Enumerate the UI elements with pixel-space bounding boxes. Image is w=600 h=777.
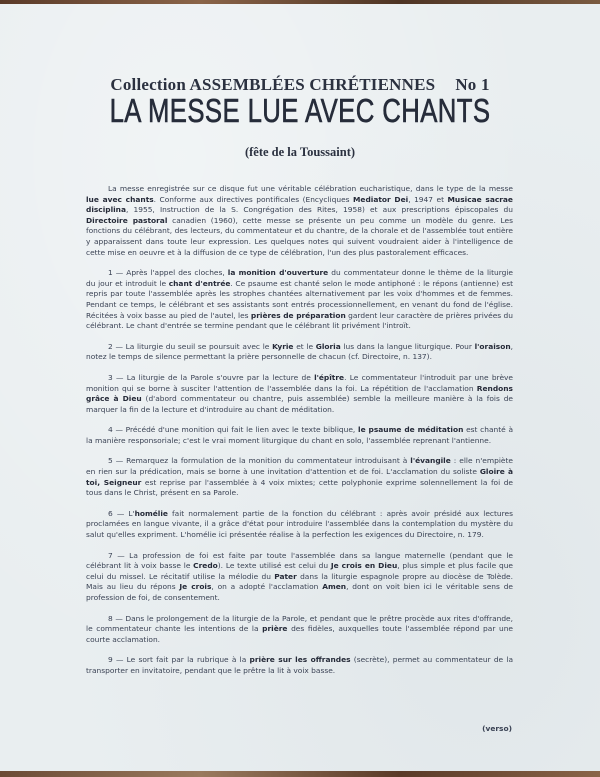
emphasized-term: Pater (274, 571, 297, 581)
note-paragraph-6 (86, 509, 513, 541)
text-run: gardent leur caractère de prières privées du célébrant. Le chant d'entrée se termine pendant que le célébrant lit privément l'introït. (86, 310, 513, 331)
emphasized-term: prières de préparation (250, 310, 346, 320)
note-paragraph-1 (86, 268, 513, 332)
emphasized-term: Directoire pastoral (86, 215, 168, 225)
text-run: canadien (1960), cette messe se présente un peu comme un modèle du genre. Les fonctions du célébrant, des lecteurs, du commentateur et du chantre, de la chorale et de l'assemblée tout entière y apparaissent dans toute leur expression. Les quelques notes qui suivent voudraient aider à l'intelligence de cette mise en oeuvre et à la diffusion de ce type de célébration, l'un des plus pastoralement efficaces. (86, 215, 514, 257)
text-run: est chanté à la manière responsoriale; c'est le vrai moment liturgique du chant en solo, l'assemblée reprenant l'antienne. (86, 425, 514, 445)
text-run: 6 — L' (108, 508, 135, 518)
note-paragraph-2 (86, 342, 513, 363)
document-body (86, 184, 513, 687)
page-subtitle: (fête de la Toussaint) (244, 145, 356, 159)
text-run: est reprise par l'assemblée à 4 voix mixtes; cette polyphonie exprime solennellement la foi de tous dans le Christ, présent en sa Parole. (86, 477, 513, 498)
text-run: . Le commentateur l'introduit par une brève monition qui se borne à susciter l'attention de l'assemblée dans la foi. La répétition de l'acclamation (86, 372, 513, 393)
note-paragraph-8 (86, 614, 513, 646)
collection-name: Collection ASSEMBLÉES CHRÉTIENNES (110, 75, 436, 94)
text-run: 7 — La profession de foi est faite par toute l'assemblée dans sa langue maternelle (pendant que le célébrant lit à voix basse le (86, 550, 513, 571)
emphasized-term: Je crois (179, 582, 212, 592)
emphasized-term: Rendons grâce à Dieu (86, 383, 513, 404)
emphasized-term: l'oraison (474, 341, 511, 351)
emphasized-term: Musicae sacrae disciplina (86, 194, 513, 215)
emphasized-term: prière sur les offrandes (249, 655, 351, 665)
emphasized-term: Mediator Dei (353, 194, 409, 204)
text-run: lus dans la langue liturgique. Pour (340, 341, 475, 351)
note-paragraph-3 (86, 373, 513, 415)
intro-paragraph (86, 184, 513, 258)
emphasized-term: l'épître (314, 372, 345, 382)
text-run: . Conforme aux directives pontificales (Encycliques (153, 194, 354, 204)
emphasized-term: Je crois en Dieu (330, 561, 398, 571)
text-run: 4 — Précédé d'une monition qui fait le lien avec le texte biblique, (108, 425, 359, 435)
text-run: 8 — Dans le prolongement de la liturgie de la Parole, et pendant que le prêtre procède aux rites d'offrande, le commentateur chante les intentions de la (86, 613, 513, 634)
note-paragraph-9 (86, 655, 513, 676)
wood-background-bottom (0, 771, 600, 777)
emphasized-term: Credo (193, 561, 218, 571)
text-run: et le (293, 341, 316, 351)
text-run: , dont on voit bien ici le véritable sens de profession de foi, de consentement. (86, 582, 513, 602)
text-run: , on a adopté l'acclamation (211, 582, 323, 592)
page-title: LA MESSE LUE AVEC CHANTS (109, 92, 491, 129)
emphasized-term: le psaume de méditation (358, 425, 464, 435)
emphasized-term: Gloria (315, 341, 341, 351)
emphasized-term: prière (262, 624, 288, 634)
text-run: , plus simple et plus facile que celui du missel. Le récitatif utilise la mélodie du (86, 561, 513, 581)
emphasized-term: l'évangile (410, 456, 451, 466)
note-paragraph-4 (86, 425, 513, 446)
text-run: dans la liturgie espagnole propre au diocèse de Tolède. Mais au lieu du répons (86, 571, 513, 592)
text-run: du commentateur donne le thème de la liturgie du jour et introduit le (86, 268, 513, 288)
collection-number: No 1 (455, 75, 490, 94)
text-run: (d'abord commentateur ou chantre, puis assemblée) semble la meilleure manière à la fois de marquer la fin de la lecture et d'introduire au chant de méditation. (86, 394, 513, 414)
text-run: : elle n'empiète en rien sur la prédication, mais se borne à une invitation d'attention et de foi. L'acclamation du soliste (86, 456, 513, 477)
text-run: des fidèles, auxquelles toute l'assemblée répond par une courte acclamation. (86, 624, 513, 644)
text-run: 2 — La liturgie du seuil se poursuit avec le (108, 341, 273, 351)
text-run: 1 — Après l'appel des cloches, (108, 268, 228, 278)
emphasized-term: homélie (134, 508, 168, 518)
text-run: , 1955, Instruction de la S. Congrégation des Rites, 1958) et aux prescriptions épiscopales du (126, 205, 513, 215)
text-run: 3 — La liturgie de la Parole s'ouvre par la lecture de (108, 372, 315, 382)
emphasized-term: Gloire à toi, Seigneur (86, 467, 514, 487)
text-run: La messe enregistrée sur ce disque fut une véritable célébration eucharistique, dans le type de la messe (108, 184, 513, 193)
text-run: (secrète), permet au commentateur de la transporter en invitatoire, pendant que le prêtre la lit à voix basse. (86, 655, 514, 675)
emphasized-term: Kyrie (272, 341, 294, 351)
emphasized-term: chant d'entrée (168, 278, 231, 288)
text-run: , notez le temps de silence permettant la prière personnelle de chacun (cf. Directoire, n. 137). (86, 341, 513, 362)
emphasized-term: Amen (322, 582, 347, 592)
emphasized-term: la monition d'ouverture (227, 268, 329, 278)
note-paragraph-7 (86, 551, 513, 604)
text-run: ). Le texte utilisé est celui du (217, 561, 331, 571)
text-run: . Ce psaume est chanté selon le mode antiphoné : le répons (antienne) est repris par toute l'assemblée après les strophes chantées alternativement par les voix d'hommes et de femmes. Pendant ce temps, le célébrant et ses assistants sont entrés processionnellement, en venant du fond de l'église. Récitées à voix basse au pied de l'autel, les (86, 278, 514, 320)
text-run: , 1947 et (408, 194, 448, 204)
verso-note: (verso) (482, 724, 512, 733)
text-run: fait normalement partie de la fonction du célébrant : après avoir présidé aux lectures proclamées en langue vivante, il a grâce d'état pour introduire l'assemblée dans la contemplation du mystère du salut qu'elles expriment. L'homélie ici présentée réalise à la perfection les exigences du Directoire, n. 179. (86, 508, 513, 540)
note-paragraph-5 (86, 456, 513, 498)
text-run: 5 — Remarquez la formulation de la monition du commentateur introduisant à (108, 456, 411, 466)
emphasized-term: lue avec chants (86, 194, 154, 204)
text-run: 9 — Le sort fait par la rubrique à la (108, 655, 250, 665)
